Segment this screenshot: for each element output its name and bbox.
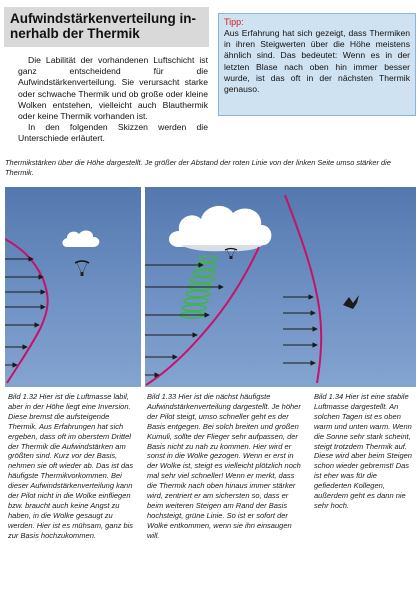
tip-box <box>218 13 416 116</box>
illustration-2 <box>145 187 303 387</box>
thermal-profile-line <box>285 195 321 383</box>
thermal-profile-line <box>5 239 48 383</box>
tip-text: Aus Erfahrung hat sich gezeigt, dass Thermiken in ihren Steigwerten über die Höhe meistens ähnlich sind. Das bedeutet: Wenn es in der letzten Blase nach oben hin immer besser wurde, ist das oft in der nächsten Thermik genauso. <box>224 28 410 95</box>
intro-paragraph-1: Die Labilität der vorhandenen Luftschicht ist ganz entscheidend für die Aufwindstärkenverteilung. Sie verursacht starke oder schwache Thermik und ob große oder kleine Wolken entstehen, vielleicht auch Blauthermik oder keine Thermik vorhanden ist. <box>18 55 208 122</box>
tip-label: Tipp: <box>224 17 244 27</box>
thermal-arrows <box>283 297 317 363</box>
title-line-1: Aufwindstärkenverteilung in- <box>10 11 197 26</box>
illustration-3 <box>283 187 416 387</box>
sky-panel-2 <box>145 187 303 387</box>
cloud-icon <box>62 230 99 247</box>
caption-bild-1-32: Bild 1.32 Hier ist die Luftmasse labil, aber in der Höhe liegt eine Inversion. Diese bremst die aufsteigende Thermik. Aus Erfahrungen hat sich ergeben, dass oft im oberstem Drittel der Thermik die Aufwindstärken am größten sind. Kurz vor der Basis, nehmen sie oft wieder ab. Das ist das häufigste Thermikvorkommen. Bei dieser Aufwindstärkenverteilung kann der Pilot nicht in die Wolke einfliegen bzw. braucht auch keine Angst zu haben, in die Wolke gesaugt zu werden. Hier ist es mühsam, ganz bis zur Basis hochzukommen. <box>8 392 134 540</box>
title-line-2: nerhalb der Thermik <box>10 26 140 41</box>
cloud-icon <box>169 206 271 251</box>
sky-panel-1 <box>5 187 141 387</box>
caption-bild-1-34: Bild 1.34 Hier ist eine stabile Luftmasse dargestellt. An solchen Tagen ist es oben warm und unten warm. Wenn die Sonne sehr stark scheint, steigt trotzdem Thermik auf. Diese wird aber beim Steigen schon wieder gebremst! Das ist eher was für die gefiederten Kollegen, außerdem geht es dann nie sehr hoch. <box>314 392 412 510</box>
intro-paragraph-2: In den folgenden Skizzen werden die Unterschiede erläutert. <box>18 122 208 144</box>
illustration-1 <box>5 187 141 387</box>
sky-panel-3 <box>283 187 416 387</box>
figure-caption: Thermikstärken über die Höhe dargestellt. Je größer der Abstand der roten Linie von der linken Seite umso stärker die Thermik. <box>5 158 391 177</box>
caption-bild-1-33: Bild 1.33 Hier ist die nächst häufigste Aufwindstärkenverteilung dargestellt. Je höher der Pilot steigt, umso schneller geht es der Basis entgegen. Bei solch breiten und großen Kumuli, sollte der Flieger sehr aufpassen, der Basis nicht zu nah zu kommen. Hier wird er sonst in die Wolke gezogen. Wenn er erst in der Wolke ist, steigt es vielleicht plötzlich noch mal sehr viel schneller! Wenn er merkt, dass die Thermik nach oben hinaus immer stärker wird, zentriert er am sichersten so, dass er beim weiteren Steigen am Rand der Basis hochsteigt, grüne Linie. So ist er sofort der Wolke entkommen, wenn sie ihn einsaugen will. <box>147 392 301 540</box>
paraglider-icon <box>75 261 89 276</box>
thermal-arrows <box>5 259 45 365</box>
bird-icon <box>343 295 359 309</box>
intro-text <box>18 55 208 145</box>
title-box <box>4 7 209 47</box>
